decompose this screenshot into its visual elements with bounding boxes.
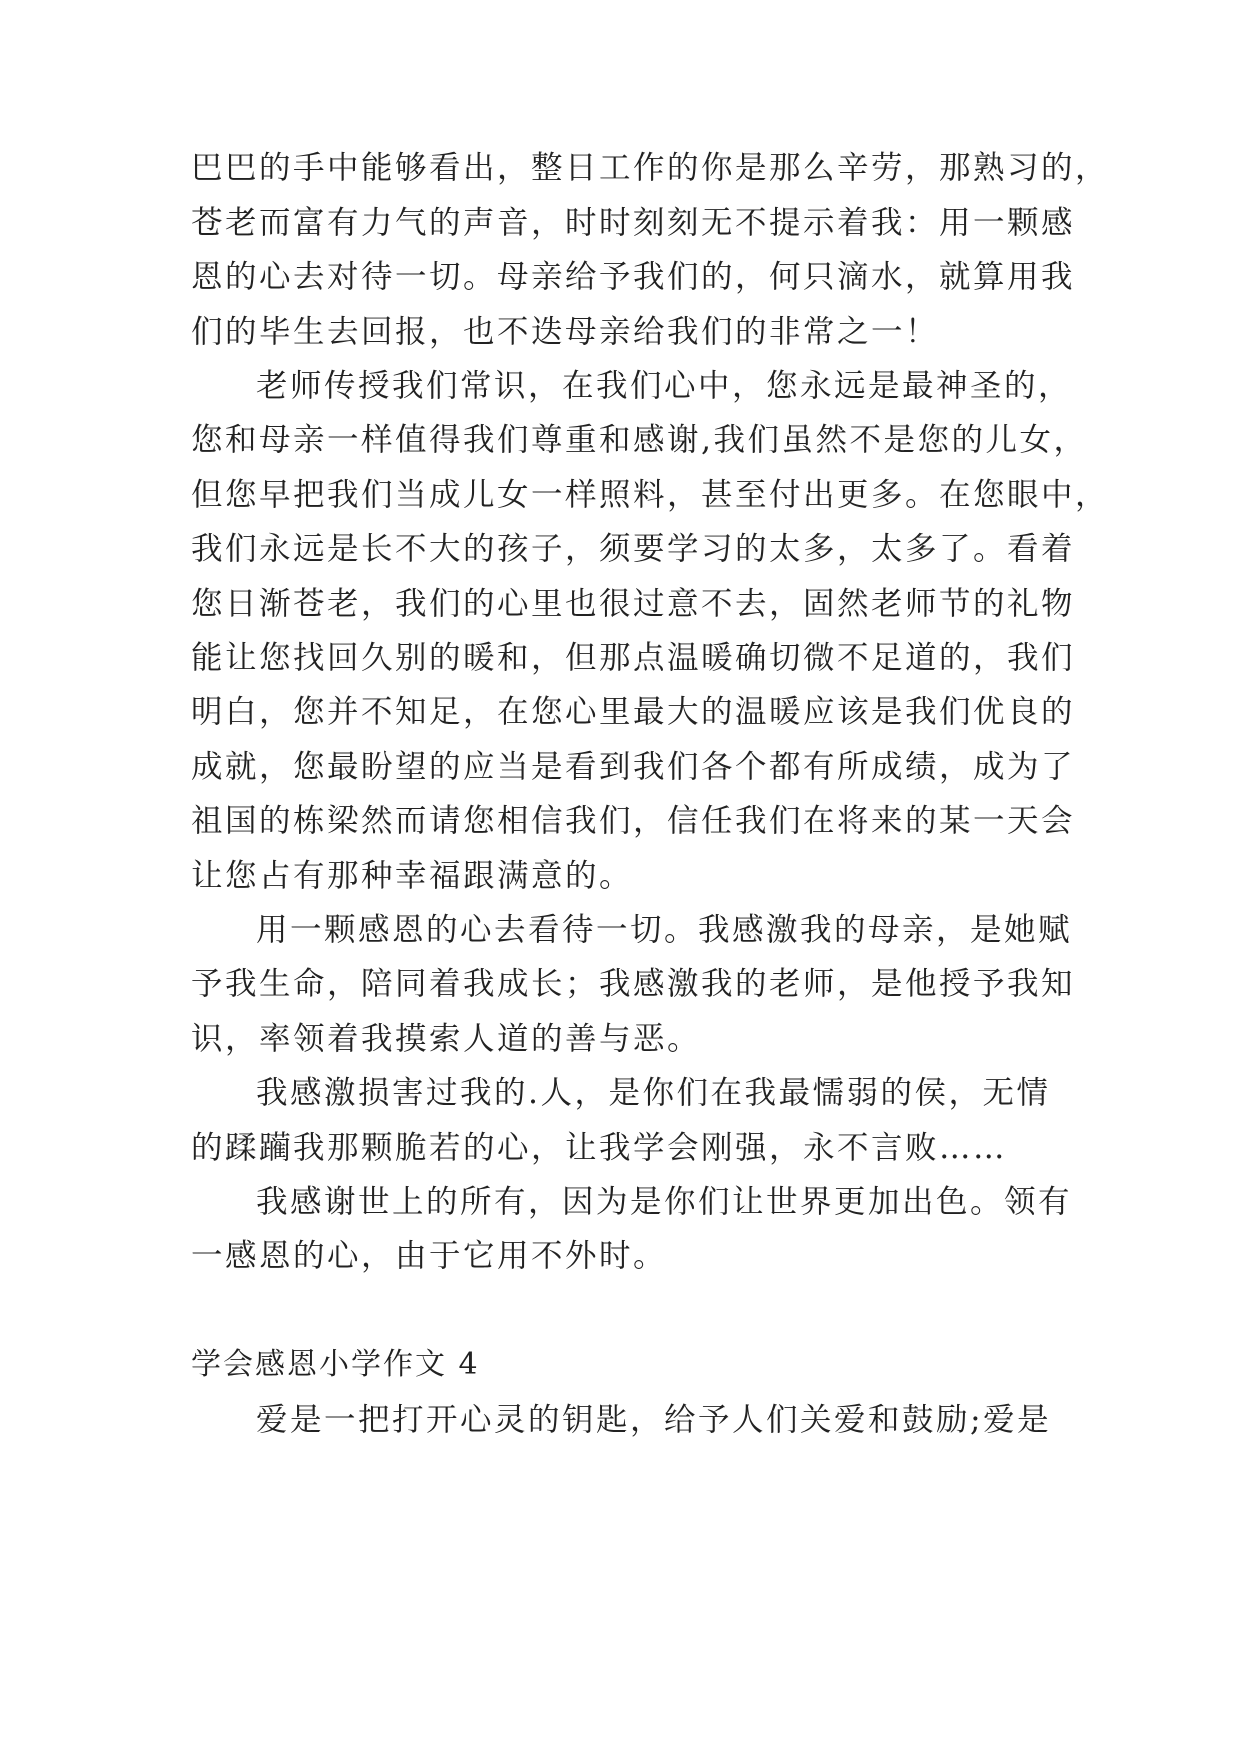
text-line: 您日渐苍老，我们的心里也很过意不去，固然老师节的礼物 [191, 586, 1076, 622]
text-line: 们的毕生去回报，也不迭母亲给我们的非常之一！ [191, 314, 940, 350]
text-line: 识，率领着我摸索人道的善与恶。 [191, 1021, 702, 1057]
text-line: 苍老而富有力气的声音，时时刻刻无不提示着我：用一颗感 [191, 205, 1076, 241]
text-line: 巴巴的手中能够看出，整日工作的你是那么辛劳，那熟习的， [191, 150, 1110, 186]
text-line: 我们永远是长不大的孩子，须要学习的太多，太多了。看着 [191, 531, 1076, 567]
paragraph-first-line: 老师传授我们常识，在我们心中，您永远是最神圣的， [256, 368, 1073, 404]
text-line: 让您占有那种幸福跟满意的。 [191, 858, 634, 894]
paragraph-first-line: 爱是一把打开心灵的钥匙，给予人们关爱和鼓励;爱是 [256, 1402, 1052, 1438]
text-line: 予我生命，陪同着我成长；我感激我的老师，是他授予我知 [191, 966, 1076, 1002]
paragraph-first-line: 我感谢世上的所有，因为是你们让世界更加出色。领有 [256, 1184, 1073, 1220]
text-line: 明白，您并不知足，在您心里最大的温暖应该是我们优良的 [191, 694, 1076, 730]
text-line: 的蹂躏我那颗脆若的心，让我学会刚强，永不言败…… [191, 1130, 1008, 1166]
text-line: 一感恩的心，由于它用不外时。 [191, 1238, 668, 1274]
text-line: 能让您找回久别的暖和，但那点温暖确切微不足道的，我们 [191, 640, 1076, 676]
text-line: 祖国的栋梁然而请您相信我们，信任我们在将来的某一天会 [191, 803, 1076, 839]
paragraph-first-line: 用一颗感恩的心去看待一切。我感激我的母亲，是她赋 [256, 912, 1073, 948]
text-line: 恩的心去对待一切。母亲给予我们的，何只滴水，就算用我 [191, 259, 1076, 295]
text-line: 但您早把我们当成儿女一样照料，甚至付出更多。在您眼中， [191, 477, 1110, 513]
paragraph-first-line: 我感激损害过我的.人，是你们在我最懦弱的侯，无情 [256, 1075, 1051, 1111]
text-line: 成就，您最盼望的应当是看到我们各个都有所成绩，成为了 [191, 749, 1076, 785]
section-heading: 学会感恩小学作文 4 [191, 1347, 480, 1382]
text-line: 您和母亲一样值得我们尊重和感谢,我们虽然不是您的儿女， [191, 422, 1088, 458]
